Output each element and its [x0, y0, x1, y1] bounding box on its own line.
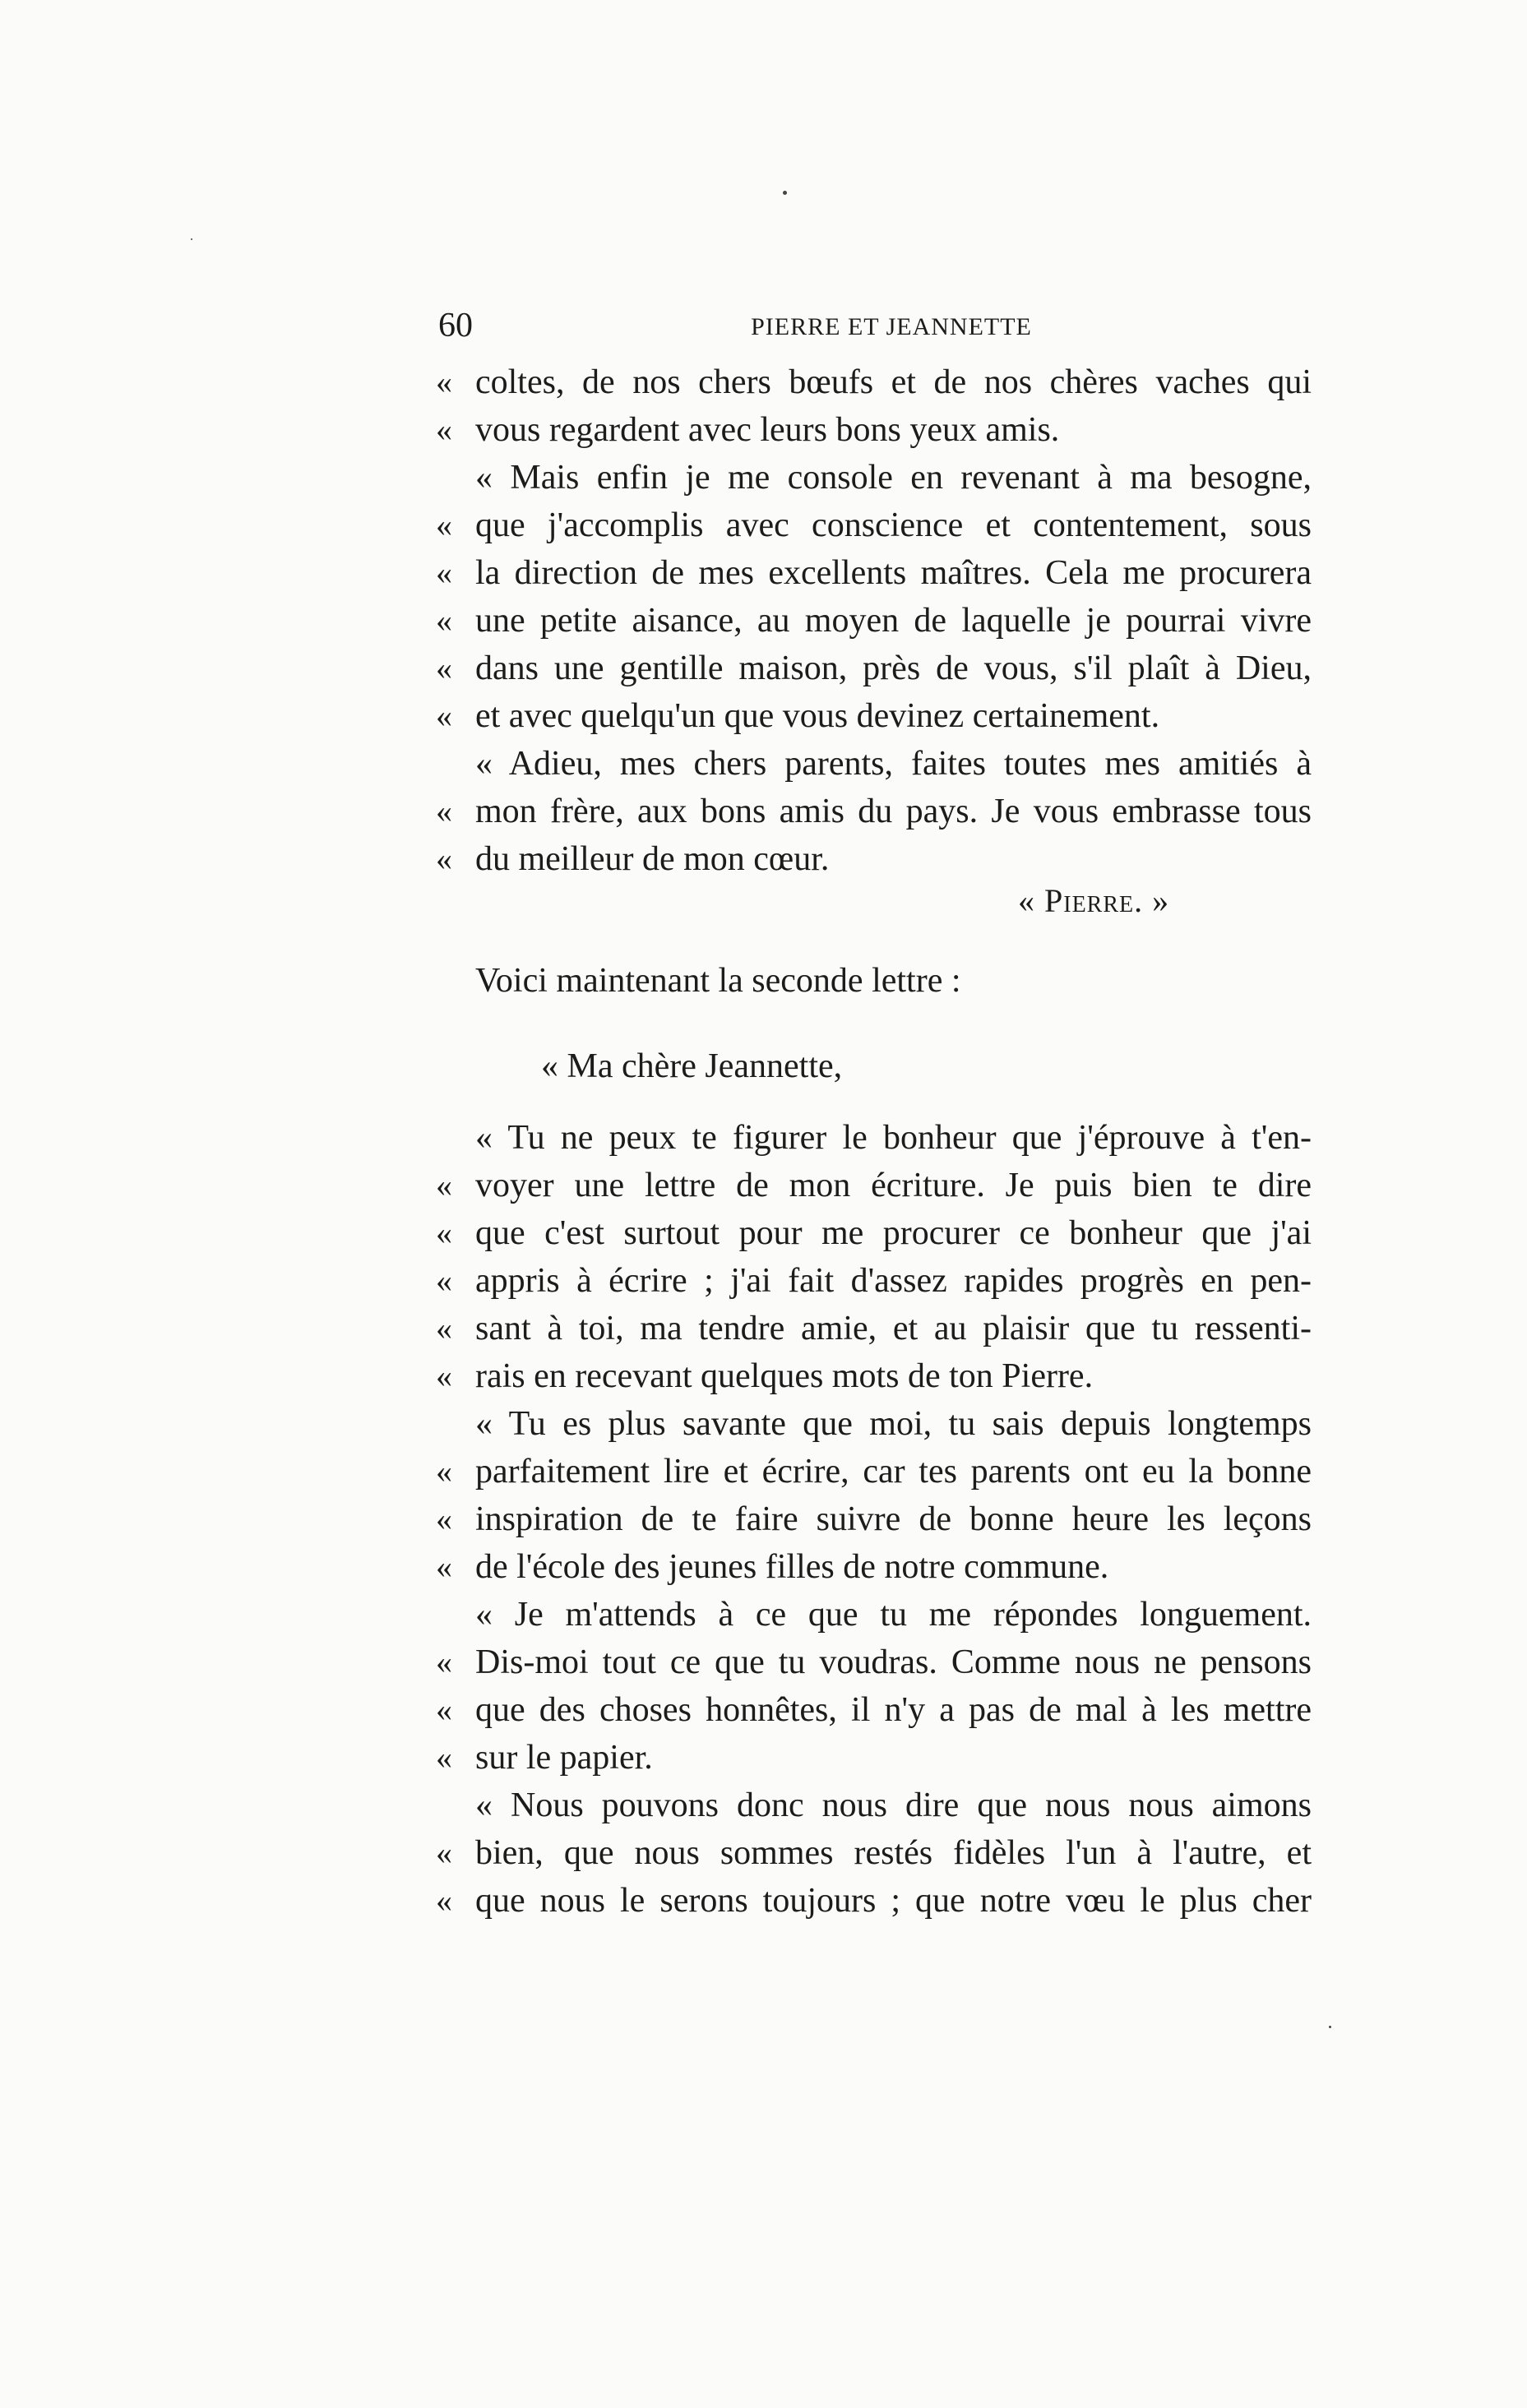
- continuation-guillemet: «: [436, 1262, 452, 1299]
- continuation-guillemet: «: [436, 649, 452, 686]
- continuation-guillemet: «: [436, 1548, 452, 1585]
- continuation-guillemet: «: [436, 1214, 452, 1251]
- text-line: vous regardent avec leurs bons yeux amis.: [475, 411, 1060, 449]
- paragraph-first-line: « Mais enfin je me console en revenant à ma besogne,: [475, 459, 1312, 497]
- intro-line: Voici maintenant la seconde lettre :: [475, 962, 961, 1000]
- signature-open-quote: «: [1018, 882, 1044, 919]
- text-line: dans une gentille maison, près de vous, s'il plaît à Dieu,: [475, 649, 1312, 687]
- text-line: que c'est surtout pour me procurer ce bonheur que j'ai: [475, 1214, 1312, 1252]
- paragraph-first-line: « Je m'attends à ce que tu me répondes longuement.: [475, 1596, 1312, 1634]
- text-line: mon frère, aux bons amis du pays. Je vous embrasse tous: [475, 793, 1312, 830]
- text-line: coltes, de nos chers bœufs et de nos chères vaches qui: [475, 363, 1312, 401]
- continuation-guillemet: «: [436, 1739, 452, 1776]
- text-line: une petite aisance, au moyen de laquelle je pourrai vivre: [475, 602, 1312, 640]
- text-line: appris à écrire ; j'ai fait d'assez rapides progrès en pen-: [475, 1262, 1312, 1300]
- text-line: sur le papier.: [475, 1739, 653, 1777]
- text-line: inspiration de te faire suivre de bonne heure les leçons: [475, 1500, 1312, 1538]
- text-line: que j'accomplis avec conscience et contentement, sous: [475, 506, 1312, 544]
- continuation-guillemet: «: [436, 506, 452, 543]
- text-line: sant à toi, ma tendre amie, et au plaisir que tu ressenti-: [475, 1310, 1312, 1347]
- continuation-guillemet: «: [436, 697, 452, 734]
- signature-close-quote: »: [1143, 882, 1170, 919]
- continuation-guillemet: «: [436, 363, 452, 400]
- text-line: Dis-moi tout ce que tu voudras. Comme nous ne pensons: [475, 1643, 1312, 1681]
- continuation-guillemet: «: [436, 1691, 452, 1728]
- text-line: que nous le serons toujours ; que notre vœu le plus cher: [475, 1882, 1312, 1920]
- continuation-guillemet: «: [436, 1453, 452, 1490]
- running-title: PIERRE ET JEANNETTE: [751, 313, 1032, 340]
- continuation-guillemet: «: [436, 840, 452, 877]
- signature-name: Pierre.: [1044, 882, 1144, 919]
- text-line: rais en recevant quelques mots de ton Pierre.: [475, 1357, 1094, 1395]
- paragraph-first-line: « Adieu, mes chers parents, faites toutes mes amitiés à: [475, 745, 1312, 783]
- continuation-guillemet: «: [436, 554, 452, 591]
- running-head: [438, 306, 1312, 345]
- paragraph-first-line: « Nous pouvons donc nous dire que nous nous aimons: [475, 1786, 1312, 1824]
- continuation-guillemet: «: [436, 1500, 452, 1537]
- continuation-guillemet: «: [436, 411, 452, 448]
- text-line: et avec quelqu'un que vous devinez certainement.: [475, 697, 1160, 735]
- continuation-guillemet: «: [436, 793, 452, 830]
- continuation-guillemet: «: [436, 1167, 452, 1204]
- text-line: parfaitement lire et écrire, car tes parents ont eu la bonne: [475, 1453, 1312, 1491]
- paper-speck: [191, 238, 192, 240]
- continuation-guillemet: «: [436, 1357, 452, 1394]
- continuation-guillemet: «: [436, 1643, 452, 1680]
- text-line: que des choses honnêtes, il n'y a pas de mal à les mettre: [475, 1691, 1312, 1729]
- page-number: 60: [438, 307, 473, 344]
- paper-speck: [1329, 2026, 1331, 2028]
- text-line: de l'école des jeunes filles de notre commune.: [475, 1548, 1109, 1586]
- letter-signature: [1018, 877, 1169, 925]
- continuation-guillemet: «: [436, 1310, 452, 1347]
- text-line: du meilleur de mon cœur.: [475, 840, 830, 878]
- paragraph-first-line: « Tu es plus savante que moi, tu sais depuis longtemps: [475, 1405, 1312, 1443]
- text-line: bien, que nous sommes restés fidèles l'un à l'autre, et: [475, 1834, 1312, 1872]
- continuation-guillemet: «: [436, 1834, 452, 1871]
- paragraph-first-line: « Tu ne peux te figurer le bonheur que j'éprouve à t'en-: [475, 1119, 1312, 1157]
- paper-speck: [783, 191, 787, 195]
- text-line: la direction de mes excellents maîtres. Cela me procurera: [475, 554, 1312, 592]
- letter-salutation: « Ma chère Jeannette,: [541, 1047, 843, 1085]
- text-line: voyer une lettre de mon écriture. Je puis bien te dire: [475, 1167, 1312, 1204]
- continuation-guillemet: «: [436, 602, 452, 639]
- continuation-guillemet: «: [436, 1882, 452, 1919]
